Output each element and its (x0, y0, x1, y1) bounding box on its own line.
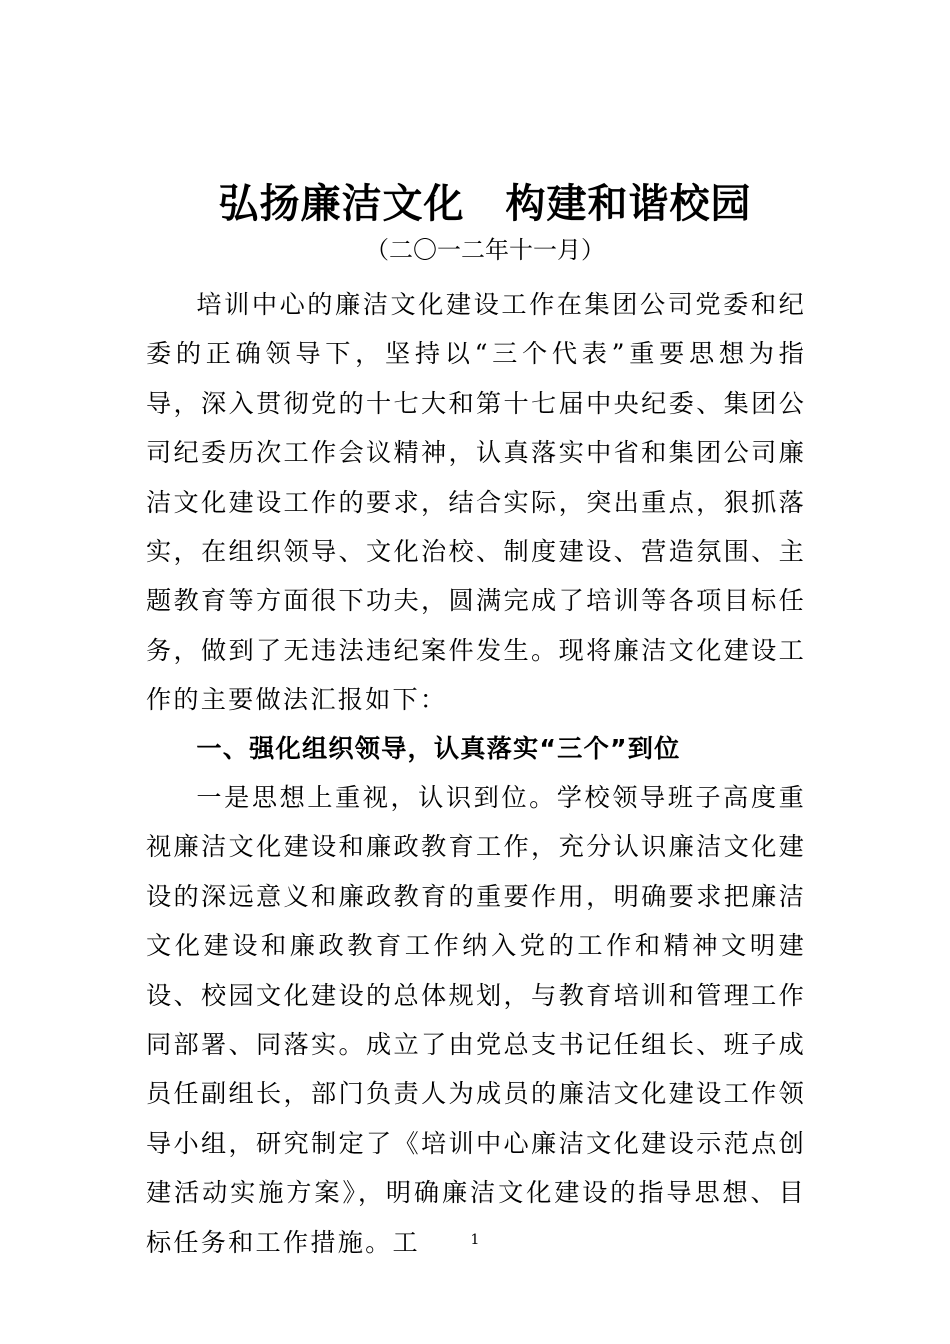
section-heading-1: 一、强化组织领导，认真落实“三个”到位 (196, 734, 681, 763)
document-title: 弘扬廉洁文化 构建和谐校园 (218, 181, 752, 227)
page-number: 1 (470, 1232, 480, 1248)
document-subtitle: （二〇一二年十一月） (365, 236, 605, 264)
body-section-1 (146, 773, 806, 1267)
paragraph-section-1: 一是思想上重视，认识到位。学校领导班子高度重视廉洁文化建设和廉政教育工作，充分认识廉洁文化建设的深远意义和廉政教育的重要作用，明确要求把廉洁文化建设和廉政教育工作纳入党的工作和精神文明建设、校园文化建设的总体规划，与教育培训和管理工作同部署、同落实。成立了由党总支书记任组长、班子成员任副组长，部门负责人为成员的廉洁文化建设工作领导小组，研究制定了《培训中心廉洁文化建设示范点创建活动实施方案》，明确廉洁文化建设的指导思想、目标任务和工作措施。工 (146, 783, 806, 1257)
section-heading-1-wrapper (146, 724, 806, 773)
body-section-intro (146, 280, 806, 725)
paragraph-intro: 培训中心的廉洁文化建设工作在集团公司党委和纪委的正确领导下，坚持以“三个代表”重要思想为指导，深入贯彻党的十七大和第十七届中央纪委、集团公司纪委历次工作会议精神，认真落实中省和集团公司廉洁文化建设工作的要求，结合实际，突出重点，狠抓落实，在组织领导、文化治校、制度建设、营造氛围、主题教育等方面很下功夫，圆满完成了培训等各项目标任务，做到了无违法违纪案件发生。现将廉洁文化建设工作的主要做法汇报如下： (146, 290, 806, 715)
